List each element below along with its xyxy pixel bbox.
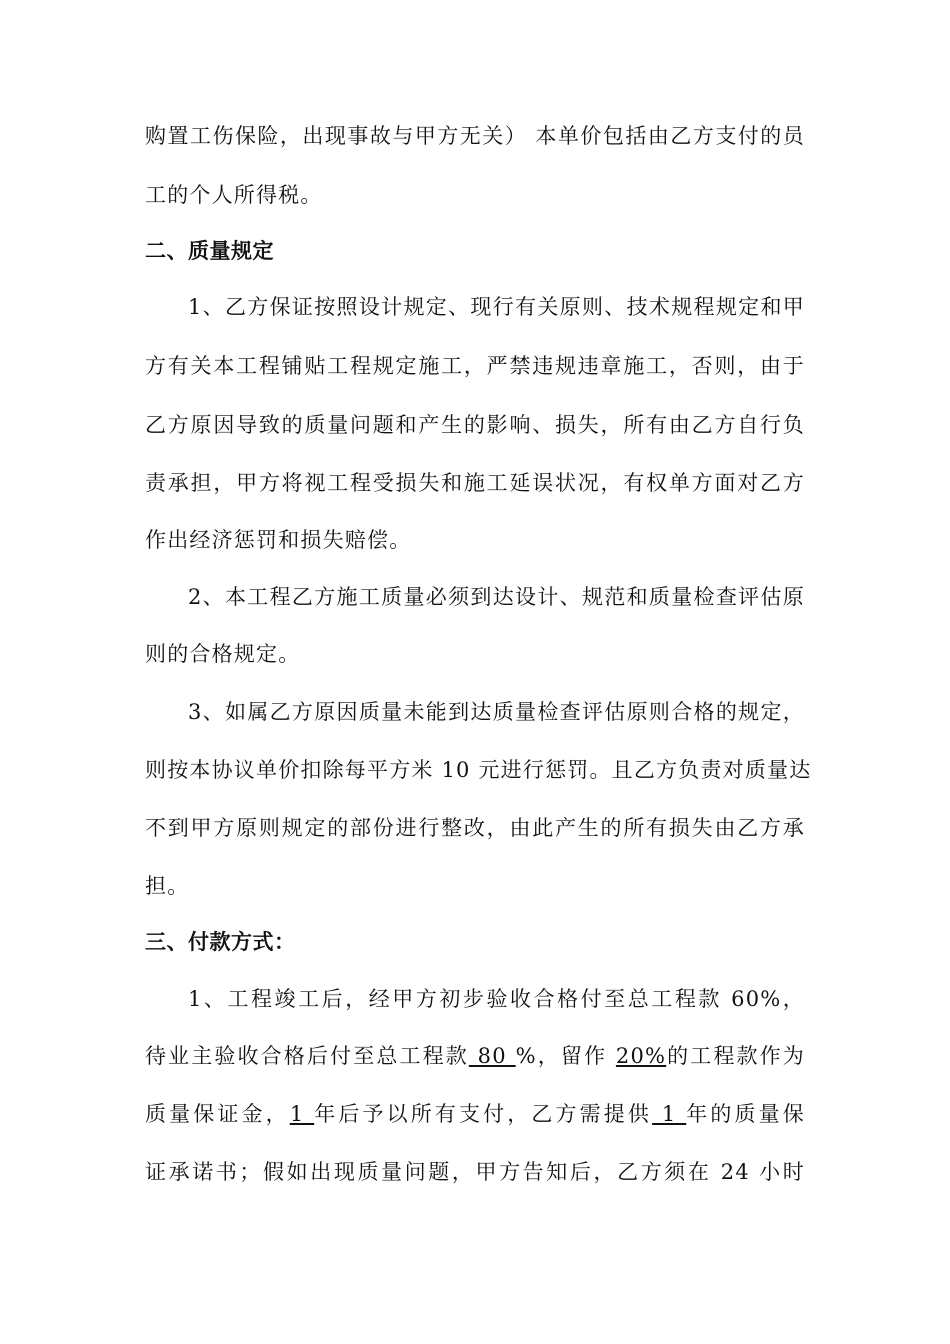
section-heading-payment: 三、付款方式： xyxy=(145,929,296,954)
text-line: 则的合格规定。 xyxy=(145,642,301,666)
text-line: 不到甲方原则规定的部份进行整改，由此产生的所有损失由乙方承 xyxy=(145,816,805,840)
text-line xyxy=(145,1041,805,1071)
text-line: 1、乙方保证按照设计规定、现行有关原则、技术规程规定和甲 xyxy=(188,295,805,319)
underlined-value: 20% xyxy=(615,1044,667,1068)
text-line: 2、本工程乙方施工质量必须到达设计、规范和质量检查评估原 xyxy=(188,585,805,609)
text-segment: 质量保证金， xyxy=(145,1102,290,1126)
text-line: 1、工程竣工后，经甲方初步验收合格付至总工程款 60%， xyxy=(188,987,805,1011)
text-segment: 的工程款作为 xyxy=(666,1044,805,1068)
underlined-value: 1 xyxy=(289,1102,315,1126)
text-segment: 待业主验收合格后付至总工程款 xyxy=(145,1044,469,1068)
text-segment: 年后予以所有支付，乙方需提供 xyxy=(314,1102,653,1126)
text-line: 乙方原因导致的质量问题和产生的影响、损失，所有由乙方自行负 xyxy=(145,413,805,437)
underlined-value: 1 xyxy=(652,1102,687,1126)
text-line: 则按本协议单价扣除每平方米 10 元进行惩罚。且乙方负责对质量达 xyxy=(145,758,812,782)
text-segment: %，留作 xyxy=(515,1044,616,1068)
text-line: 证承诺书；假如出现质量问题，甲方告知后，乙方须在 24 小时 xyxy=(145,1160,805,1184)
text-segment: 年的质量保 xyxy=(686,1102,806,1126)
text-line: 3、如属乙方原因质量未能到达质量检查评估原则合格的规定， xyxy=(188,700,805,724)
text-line: 购置工伤保险，出现事故与甲方无关） 本单价包括由乙方支付的员 xyxy=(145,124,805,148)
text-line: 方有关本工程铺贴工程规定施工，严禁违规违章施工，否则，由于 xyxy=(145,354,805,378)
underlined-value: 80 xyxy=(468,1044,516,1068)
text-line: 作出经济惩罚和损失赔偿。 xyxy=(145,528,412,552)
text-line: 责承担，甲方将视工程受损失和施工延误状况，有权单方面对乙方 xyxy=(145,471,805,495)
text-line: 担。 xyxy=(145,874,190,898)
text-line xyxy=(145,1099,805,1129)
text-line: 工的个人所得税。 xyxy=(145,183,323,207)
section-heading-quality: 二、质量规定 xyxy=(145,238,274,263)
